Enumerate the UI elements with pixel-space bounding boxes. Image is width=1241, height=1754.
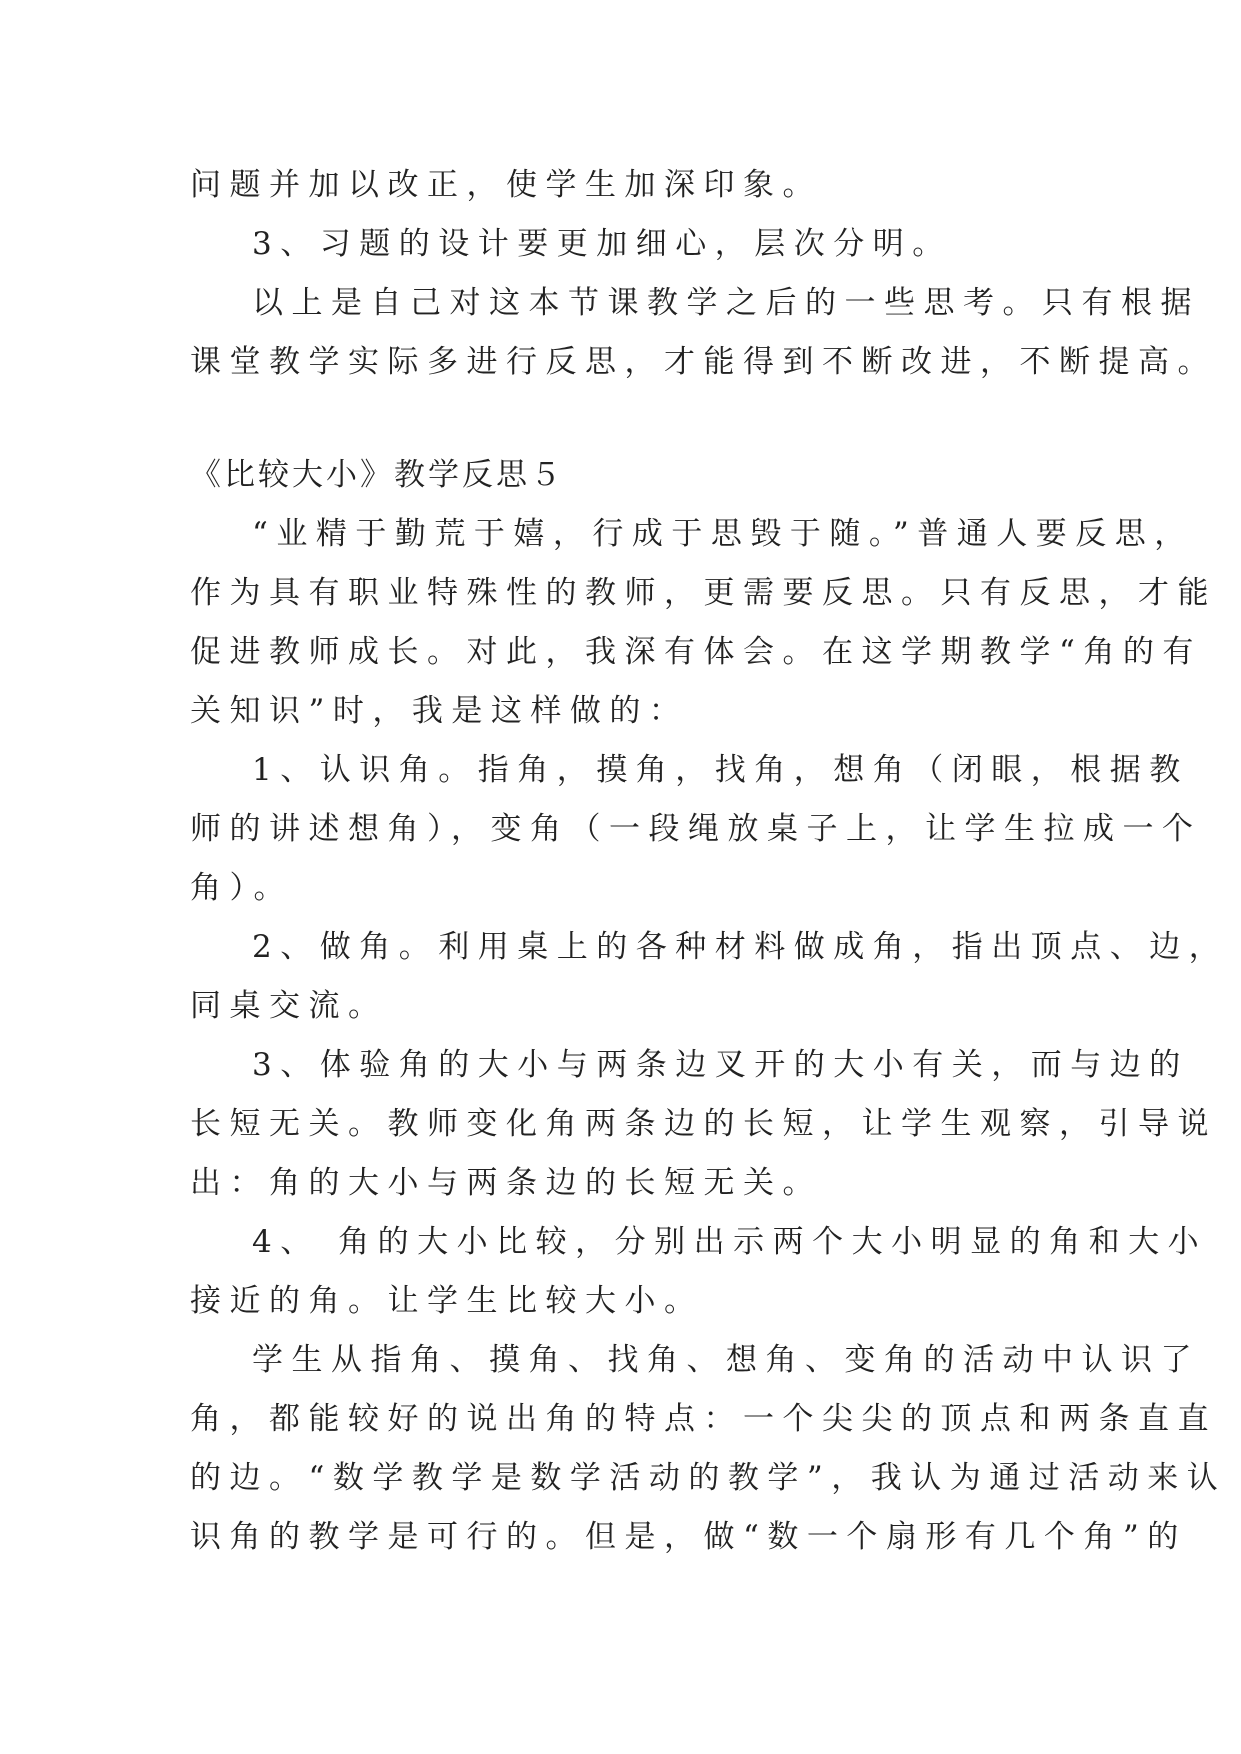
text-line: 3、体验角的大小与两条边叉开的大小有关，而与边的 — [252, 1047, 1189, 1083]
text-line: 师的讲述想角），变角（一段绳放桌子上，让学生拉成一个 — [190, 811, 1202, 847]
section-heading: 《比较大小》教学反思５ — [190, 457, 564, 493]
text-line: 3、习题的设计要更加细心，层次分明。 — [252, 226, 952, 262]
text-line: 识角的教学是可行的。但是，做“数一个扇形有几个角”的 — [190, 1519, 1187, 1555]
text-line: 1、认识角。指角，摸角，找角，想角（闭眼，根据教 — [252, 752, 1189, 788]
text-line: 4、 角的大小比较，分别出示两个大小明显的角和大小 — [252, 1224, 1208, 1260]
text-line: 以上是自己对这本节课教学之后的一些思考。只有根据 — [252, 285, 1200, 321]
text-line: 接近的角。让学生比较大小。 — [190, 1283, 704, 1319]
text-line: 2、做角。利用桌上的各种材料做成角，指出顶点、边， — [252, 929, 1229, 965]
text-line: 关知识”时，我是这样做的： — [190, 693, 689, 729]
text-line: 作为具有职业特殊性的教师，更需要反思。只有反思，才能 — [190, 575, 1217, 611]
text-line: 角，都能较好的说出角的特点：一个尖尖的顶点和两条直直 — [190, 1401, 1217, 1437]
text-line: 长短无关。教师变化角两条边的长短，让学生观察，引导说 — [190, 1106, 1217, 1142]
text-line: 课堂教学实际多进行反思，才能得到不断改进，不断提高。 — [190, 344, 1217, 380]
text-line: “业精于勤荒于嬉，行成于思毁于随。”普通人要反思， — [252, 516, 1194, 552]
text-line: 出：角的大小与两条边的长短无关。 — [190, 1165, 822, 1201]
text-line: 角）。 — [190, 870, 293, 906]
text-line: 的边。“数学教学是数学活动的教学”，我认为通过活动来认 — [190, 1460, 1227, 1496]
text-line: 学生从指角、摸角、找角、想角、变角的活动中认识了 — [252, 1342, 1200, 1378]
text-line: 问题并加以改正，使学生加深印象。 — [190, 167, 822, 203]
text-line: 同桌交流。 — [190, 988, 388, 1024]
text-line: 促进教师成长。对此，我深有体会。在这学期教学“角的有 — [190, 634, 1202, 670]
